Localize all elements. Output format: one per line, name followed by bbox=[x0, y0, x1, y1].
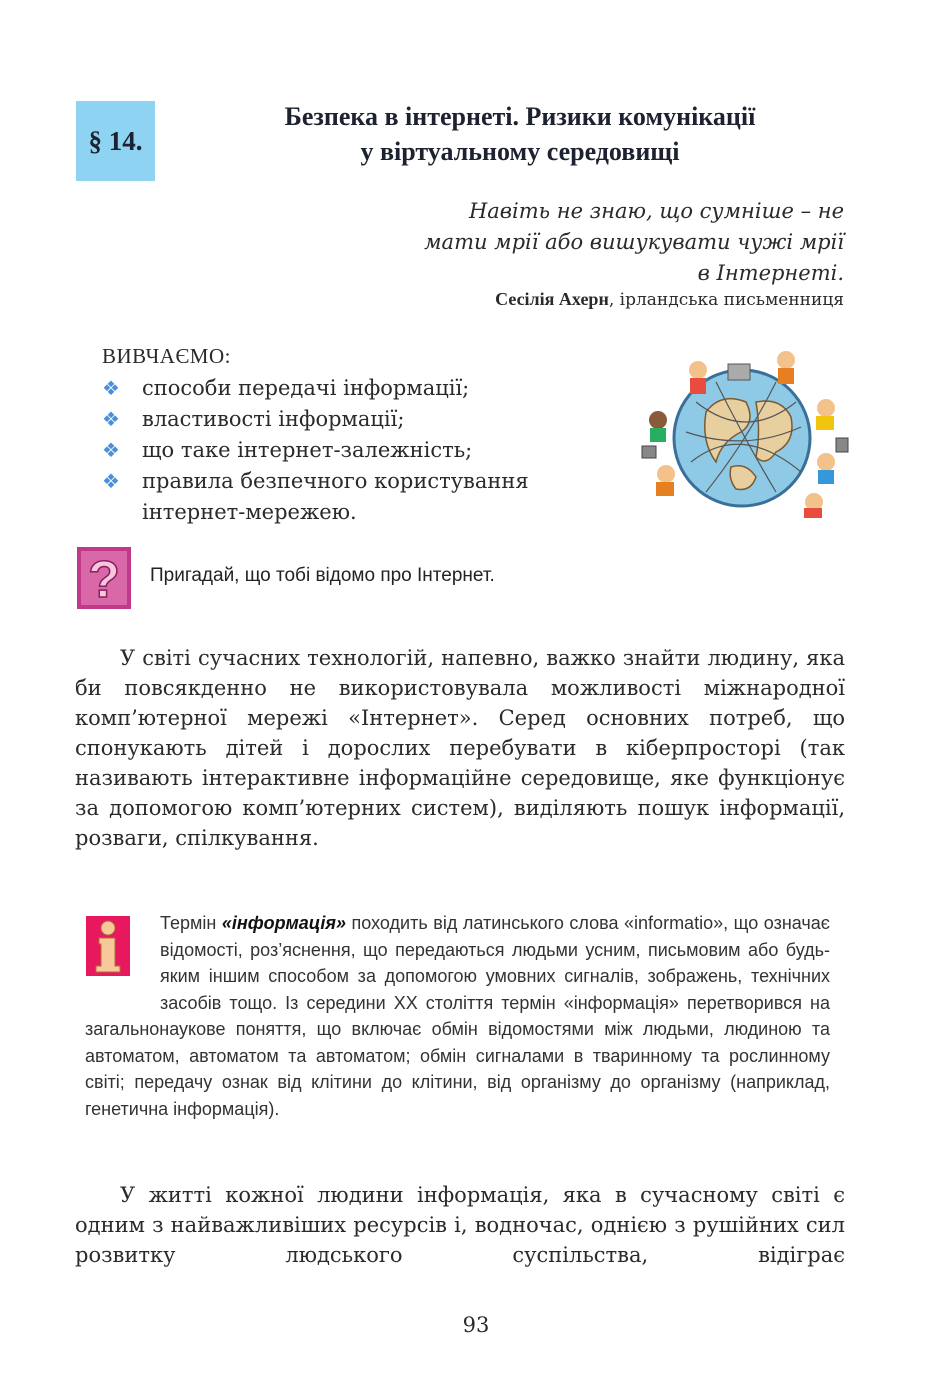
learn-item-text: що таке інтернет-залежність; bbox=[142, 438, 473, 462]
learn-item bbox=[102, 466, 602, 528]
info-icon-spacer bbox=[85, 910, 160, 990]
diamond-bullet-icon: ❖ bbox=[102, 407, 120, 431]
learn-item-text: способи передачі інформації; bbox=[142, 376, 470, 400]
epigraph-line-1: Навіть не знаю, що сумніше – не bbox=[468, 199, 844, 223]
page-number: 93 bbox=[462, 1313, 490, 1337]
globe-children-illustration bbox=[636, 342, 852, 520]
info-text: походить від латинського слова «informatio», що означає відомості, роз’яснення, що передаються людьми усним, письмовим або будь-яким іншим способом за допомогою умовних сигналів, зображень, технічних засобів тощо. Із середини ХХ століття термін «інформація» перетворився на загальнонаукове поняття, що включає обмін відомостями між людьми, людиною та автоматом, автоматом та автоматом; обмін сигналами в тваринному та рослинному світі; передачу ознак від клітини до клітини, від організму до організму (наприклад, генетична інформація). bbox=[85, 913, 830, 1119]
info-term: «інформація» bbox=[221, 913, 347, 933]
body-paragraph-2 bbox=[75, 1180, 845, 1270]
section-number: § 14. bbox=[88, 125, 143, 156]
learn-item-text: правила безпечного користування інтернет-мережею. bbox=[142, 469, 529, 524]
paragraph-text: У світі сучасних технологій, напевно, важко знайти людину, яка би повсякденно не використовувала можливості міжнародної комп’ютерної мережі «Інтернет». Серед основних потреб, що спонукають дітей і дорослих перебувати в кіберпросторі (так називають інтерактивне інформаційне середовище, яке функціонує за допомогою комп’ютерних систем), виділяють пошук інформації, розваги, спілкування. bbox=[75, 646, 845, 850]
learn-heading: ВИВЧАЄМО: bbox=[102, 344, 231, 368]
info-prefix: Термін bbox=[160, 913, 222, 933]
learn-item bbox=[102, 404, 602, 435]
epigraph-author bbox=[495, 289, 844, 310]
page-title-line-1: Безпека в інтернеті. Ризики комунікації bbox=[284, 102, 756, 131]
question-mark-icon bbox=[77, 547, 131, 609]
diamond-bullet-icon: ❖ bbox=[102, 469, 120, 493]
learn-item-text: властивості інформації; bbox=[142, 407, 405, 431]
info-block bbox=[85, 910, 830, 1122]
learn-item bbox=[102, 373, 602, 404]
body-paragraph-1 bbox=[75, 643, 845, 853]
author-description: , ірландська письменниця bbox=[608, 290, 844, 310]
epigraph-line-2: мати мрії або вишукувати чужі мрії bbox=[424, 230, 844, 254]
epigraph-line-3: в Інтернеті. bbox=[697, 261, 844, 285]
author-name: Сесілія Ахерн bbox=[495, 289, 609, 309]
page-title-line-2: у віртуальному середовищі bbox=[360, 137, 680, 166]
svg-text:?: ? bbox=[88, 551, 120, 609]
diamond-bullet-icon: ❖ bbox=[102, 376, 120, 400]
diamond-bullet-icon: ❖ bbox=[102, 438, 120, 462]
question-prompt: Пригадай, що тобі відомо про Інтернет. bbox=[150, 565, 495, 586]
learn-list bbox=[102, 373, 602, 528]
learn-item bbox=[102, 435, 602, 466]
paragraph-text: У житті кожної людини інформація, яка в сучасному світі є одним з найважливіших ресурсів і, водночас, однією з рушійних сил розвитку людського суспільства, відіграє bbox=[75, 1183, 845, 1267]
